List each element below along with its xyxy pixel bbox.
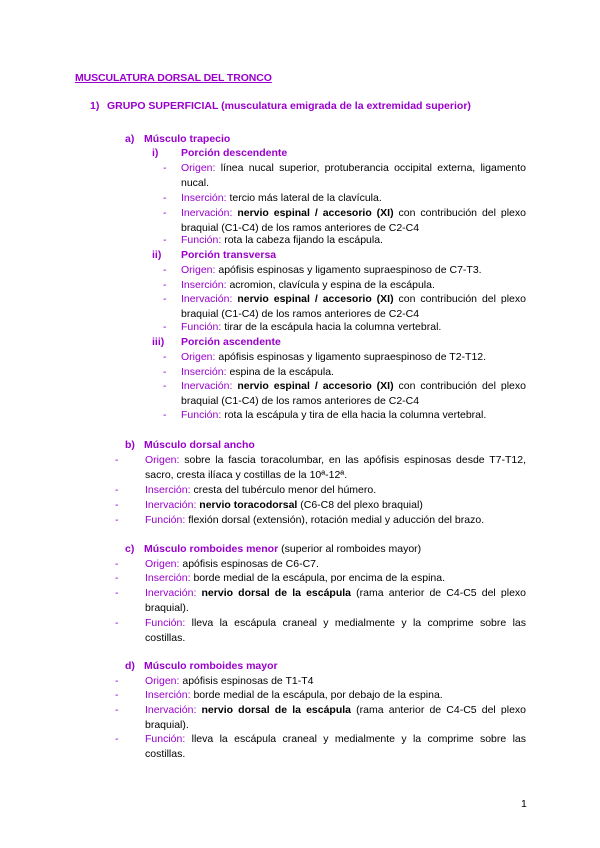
- muscle-note: (superior al romboides mayor): [281, 543, 422, 555]
- item-text: borde medial de la escápula, por debajo de la espina.: [193, 689, 443, 701]
- item-text: rota la escápula y tira de ella hacia la columna vertebral.: [224, 409, 487, 421]
- page-number: 1: [521, 798, 527, 810]
- list-item: - Origen: apófisis espinosas y ligamento supraespinoso de C7-T3.: [163, 264, 482, 276]
- item-text: apófisis espinosas y ligamento supraespinoso de C7-T3.: [218, 264, 482, 276]
- item-text: (rama anterior de C4-C5 del plexo braquial).: [145, 587, 526, 614]
- portion-heading-descendente: [152, 146, 287, 161]
- list-item: - Función: lleva la escápula craneal y medialmente y la comprime sobre las costillas.: [115, 617, 526, 644]
- list-item: - Inserción: borde medial de la escápula, por debajo de la espina.: [115, 689, 443, 701]
- portion-name: Porción descendente: [181, 147, 288, 159]
- list-item: - Origen: línea nucal superior, protuberancia occipital externa, ligamento nucal.: [163, 162, 526, 189]
- item-text: lleva la escápula craneal y medialmente y la comprime sobre las costillas.: [145, 617, 526, 644]
- item-text: flexión dorsal (extensión), rotación medial y aducción del brazo.: [188, 514, 485, 526]
- item-label: Inervación:: [181, 207, 233, 219]
- item-label: Inserción:: [145, 689, 191, 701]
- item-label: Origen:: [181, 162, 216, 174]
- item-label: Inervación:: [145, 587, 197, 599]
- muscle-name: Músculo romboides menor: [144, 543, 279, 555]
- list-item: - Inserción: espina de la escápula.: [163, 366, 334, 378]
- muscle-heading-trapecio: [125, 132, 230, 147]
- list-item: - Inervación: nervio espinal / accesorio (XI) con contribución del plexo braquial (C1-C4) de los ramos anteriores de C2-C4: [163, 293, 526, 320]
- list-item: - Inserción: cresta del tubérculo menor del húmero.: [115, 484, 377, 496]
- list-item: - Función: rota la cabeza fijando la escápula.: [163, 234, 383, 246]
- list-item: - Inserción: borde medial de la escápula, por encima de la espina.: [115, 572, 446, 584]
- item-bold: nervio espinal / accesorio (XI): [237, 293, 394, 305]
- item-text: cresta del tubérculo menor del húmero.: [193, 484, 377, 496]
- muscle-letter: c): [125, 543, 135, 555]
- list-item: - Inervación: nervio dorsal de la escápula (rama anterior de C4-C5 del plexo braquial).: [115, 704, 526, 731]
- item-text: acromion, clavícula y espina de la escápula.: [229, 279, 435, 291]
- portion-heading-ascendente: [152, 335, 281, 350]
- list-item: - Inervación: nervio espinal / accesorio (XI) con contribución del plexo braquial (C1-C4) de los ramos anteriores de C2-C4: [163, 207, 526, 234]
- list-item: - Inserción: acromion, clavícula y espina de la escápula.: [163, 279, 435, 291]
- muscle-letter: d): [125, 660, 135, 672]
- item-label: Origen:: [181, 351, 216, 363]
- item-bold: nervio toracodorsal: [199, 499, 298, 511]
- item-label: Inervación:: [145, 499, 197, 511]
- portion-roman: ii): [152, 249, 162, 261]
- item-label: Inserción:: [145, 484, 191, 496]
- item-text: línea nucal superior, protuberancia occipital externa, ligamento nucal.: [181, 162, 526, 189]
- item-bold: nervio espinal / accesorio (XI): [237, 207, 394, 219]
- item-label: Función:: [145, 733, 186, 745]
- item-text: (rama anterior de C4-C5 del plexo braquial).: [145, 704, 526, 731]
- list-item: - Origen: apófisis espinosas de T1-T4: [115, 675, 314, 687]
- list-item: - Inervación: nervio toracodorsal (C6-C8 del plexo braquial): [115, 499, 423, 511]
- item-text: (C6-C8 del plexo braquial): [300, 499, 423, 511]
- item-label: Origen:: [145, 558, 180, 570]
- item-text: con contribución del plexo braquial (C1-C4) de los ramos anteriores de C2-C4: [181, 293, 526, 320]
- list-item: - Función: lleva la escápula craneal y medialmente y la comprime sobre las costillas.: [115, 733, 526, 760]
- item-text: lleva la escápula craneal y medialmente y la comprime sobre las costillas.: [145, 733, 526, 760]
- muscle-heading-dorsal-ancho: [125, 438, 255, 453]
- muscle-name: Músculo romboides mayor: [144, 660, 278, 672]
- portion-roman: iii): [152, 336, 165, 348]
- item-text: espina de la escápula.: [229, 366, 334, 378]
- muscle-heading-romboides-menor: [125, 542, 421, 557]
- group-heading: [90, 99, 471, 114]
- item-label: Inervación:: [181, 293, 233, 305]
- item-text: borde medial de la escápula, por encima de la espina.: [193, 572, 446, 584]
- list-item: - Origen: apófisis espinosas y ligamento supraespinoso de T2-T12.: [163, 351, 487, 363]
- item-text: tercio más lateral de la clavícula.: [229, 192, 382, 204]
- item-label: Inervación:: [145, 704, 197, 716]
- muscle-letter: a): [125, 133, 135, 145]
- item-text: apófisis espinosas y ligamento supraespinoso de T2-T12.: [218, 351, 487, 363]
- item-text: con contribución del plexo braquial (C1-C4) de los ramos anteriores de C2-C4: [181, 380, 526, 407]
- list-item: - Función: tirar de la escápula hacia la columna vertebral.: [163, 321, 442, 333]
- item-text: apófisis espinosas de T1-T4: [182, 675, 314, 687]
- list-item: - Inervación: nervio espinal / accesorio (XI) con contribución del plexo braquial (C1-C4) de los ramos anteriores de C2-C4: [163, 380, 526, 407]
- item-label: Origen:: [145, 675, 180, 687]
- muscle-name: Músculo trapecio: [144, 133, 231, 145]
- list-item: - Función: rota la escápula y tira de ella hacia la columna vertebral.: [163, 409, 487, 421]
- item-label: Origen:: [145, 454, 180, 466]
- group-number: 1): [90, 100, 100, 112]
- item-label: Función:: [181, 234, 222, 246]
- portion-roman: i): [152, 147, 159, 159]
- item-text: tirar de la escápula hacia la columna vertebral.: [224, 321, 442, 333]
- muscle-name: Músculo dorsal ancho: [144, 439, 255, 451]
- item-label: Inserción:: [145, 572, 191, 584]
- item-label: Función:: [145, 514, 186, 526]
- portion-heading-transversa: [152, 248, 276, 263]
- item-text: rota la cabeza fijando la escápula.: [224, 234, 383, 246]
- group-label: GRUPO SUPERFICIAL (musculatura emigrada de la extremidad superior): [107, 100, 471, 112]
- item-bold: nervio espinal / accesorio (XI): [237, 380, 394, 392]
- page-title: MUSCULATURA DORSAL DEL TRONCO: [75, 72, 272, 84]
- list-item: - Función: flexión dorsal (extensión), rotación medial y aducción del brazo.: [115, 514, 485, 526]
- item-bold: nervio dorsal de la escápula: [201, 704, 352, 716]
- list-item: - Origen: sobre la fascia toracolumbar, en las apófisis espinosas desde T7-T12, sacro, cresta ilíaca y costillas de la 10ª-12ª.: [115, 454, 526, 481]
- muscle-heading-romboides-mayor: [125, 659, 278, 674]
- item-label: Función:: [181, 409, 222, 421]
- item-label: Función:: [145, 617, 186, 629]
- item-label: Inervación:: [181, 380, 233, 392]
- item-text: sobre la fascia toracolumbar, en las apófisis espinosas desde T7-T12, sacro, cresta ilíaca y costillas de la 10ª-12ª.: [145, 454, 526, 481]
- item-label: Función:: [181, 321, 222, 333]
- item-text: con contribución del plexo braquial (C1-C4) de los ramos anteriores de C2-C4: [181, 207, 526, 234]
- item-text: apófisis espinosas de C6-C7.: [182, 558, 319, 570]
- item-bold: nervio dorsal de la escápula: [201, 587, 352, 599]
- muscle-letter: b): [125, 439, 135, 451]
- list-item: - Inervación: nervio dorsal de la escápula (rama anterior de C4-C5 del plexo braquial).: [115, 587, 526, 614]
- item-label: Inserción:: [181, 366, 227, 378]
- list-item: - Inserción: tercio más lateral de la clavícula.: [163, 192, 382, 204]
- list-item: - Origen: apófisis espinosas de C6-C7.: [115, 558, 319, 570]
- portion-name: Porción ascendente: [181, 336, 281, 348]
- portion-name: Porción transversa: [181, 249, 277, 261]
- item-label: Origen:: [181, 264, 216, 276]
- item-label: Inserción:: [181, 279, 227, 291]
- item-label: Inserción:: [181, 192, 227, 204]
